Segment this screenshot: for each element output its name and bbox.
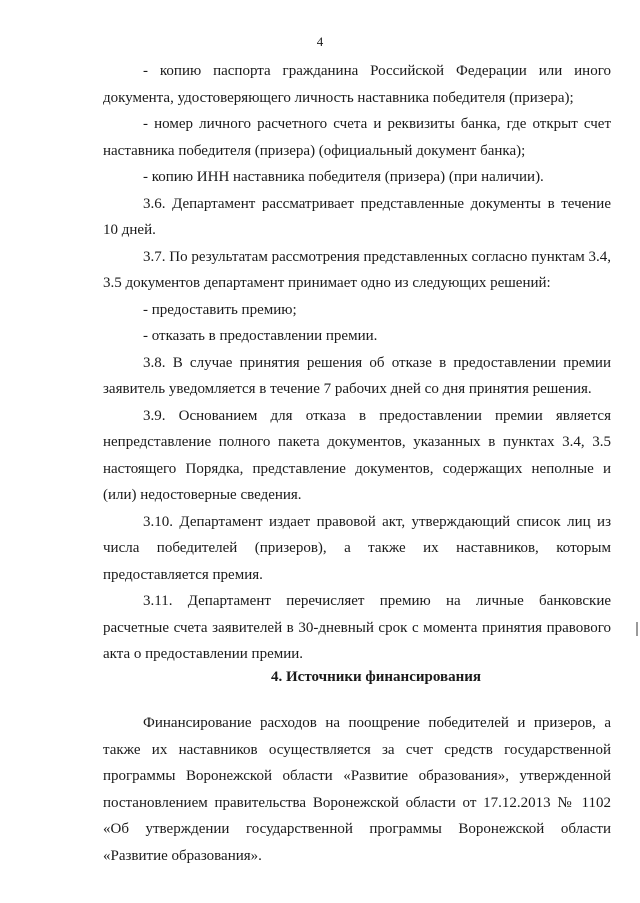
document-body (103, 58, 611, 668)
scan-artifact (636, 622, 638, 636)
paragraph-3-6: 3.6. Департамент рассматривает представленные документы в течение 10 дней. (103, 195, 611, 238)
section-heading (0, 669, 640, 686)
paragraph-3-7: 3.7. По результатам рассмотрения представленных согласно пунктам 3.4, 3.5 документов департамент принимает одно из следующих решений: (103, 248, 611, 291)
paragraph-refuse-award: - отказать в предоставлении премии. (143, 328, 378, 344)
paragraph-inn-copy: - копию ИНН наставника победителя (призера) (при наличии). (143, 169, 544, 185)
paragraph-financing: Финансирование расходов на поощрение победителей и призеров, а также их наставников осуществляется за счет средств государственной программы Воронежской области «Развитие образования», утвержденной постановлением правительства Воронежской области от 17.12.2013 № 1102 «Об утверждении государственной программы Воронежской области «Развитие образования». (103, 715, 611, 864)
page-number: 4 (316, 34, 324, 49)
paragraph-grant-award: - предоставить премию; (143, 301, 297, 318)
paragraph-bank-account: - номер личного расчетного счета и реквизиты банка, где открыт счет наставника победителя (призера) (официальный документ банка); (103, 116, 611, 159)
paragraph-3-10: 3.10. Департамент издает правовой акт, утверждающий список лиц из числа победителей (призеров), а также их наставников, которым предоставляется премия. (103, 513, 611, 583)
paragraph-3-11: 3.11. Департамент перечисляет премию на личные банковские расчетные счета заявителей в 30-дневный срок с момента принятия правового акта о предоставлении премии. (103, 593, 611, 662)
section-heading-text: 4. Источники финансирования (271, 669, 481, 685)
paragraph-3-8: 3.8. В случае принятия решения об отказе в предоставлении премии заявитель уведомляется в течение 7 рабочих дней со дня принятия решения. (103, 354, 611, 397)
paragraph-passport-copy: - копию паспорта гражданина Российской Федерации или иного документа, удостоверяющего личность наставника победителя (призера); (103, 63, 611, 106)
financing-section-body (103, 710, 611, 869)
paragraph-3-9: 3.9. Основанием для отказа в предоставлении премии является непредставление полного пакета документов, указанных в пунктах 3.4, 3.5 настоящего Порядка, представление документов, содержащих неполные и (или) недостоверные сведения. (103, 407, 611, 503)
